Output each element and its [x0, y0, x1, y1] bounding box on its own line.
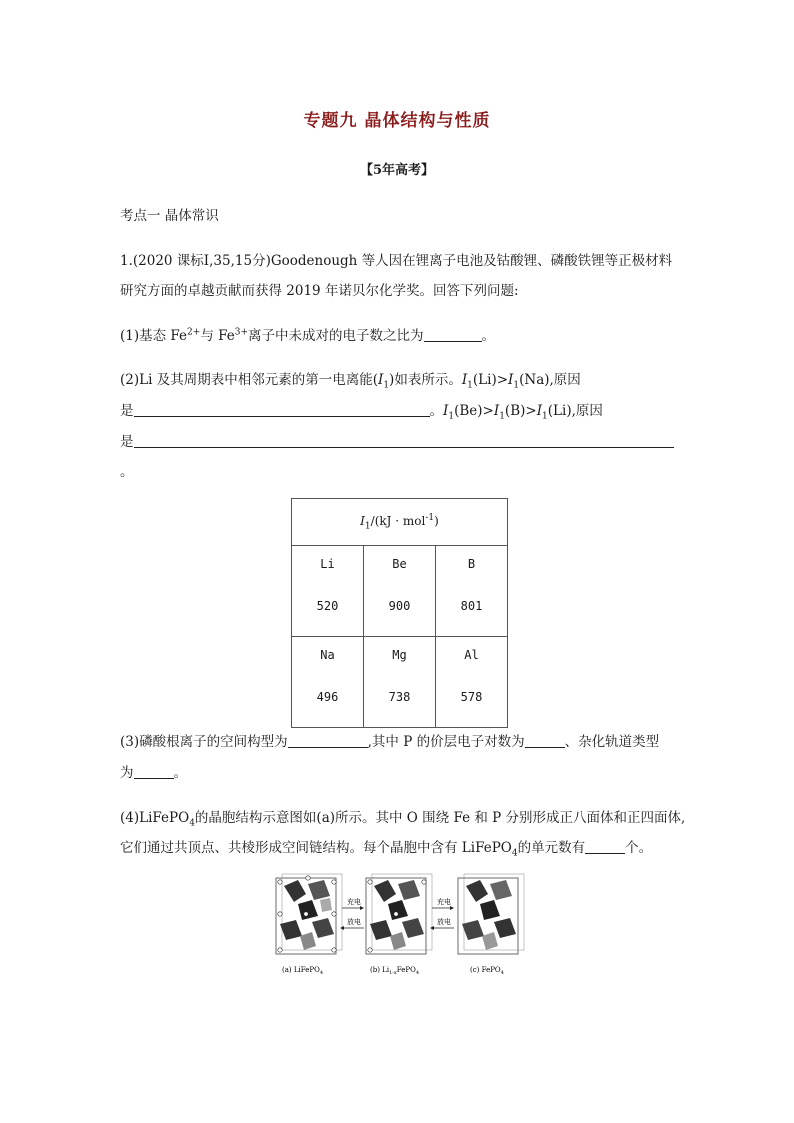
q1-part2-line2: 是 。$I_1(Be)>I_1(B)>I_1(Li)$,原因 — [120, 403, 603, 422]
table-cell: Mg 738 — [364, 637, 436, 728]
unit-cell-c — [458, 874, 524, 954]
caption-b: (b) $Li_{1-x}FePO_4$ — [370, 966, 420, 976]
answer-blank-2[interactable] — [134, 402, 430, 417]
charge-discharge-arrows-2 — [430, 897, 454, 930]
table-cell: B 801 — [436, 546, 508, 637]
q1-part2-line3: 是 — [120, 430, 674, 450]
unit-cell-b — [366, 874, 432, 954]
svg-text:放电: 放电 — [347, 918, 361, 926]
q1-part4-line2: 它们通过共顶点、共棱形成空间链结构。每个晶胞中含有 LiFePO$_4$的单元数有 个。 — [120, 840, 653, 859]
page-subtitle: 【5年高考】 — [359, 163, 435, 178]
q1-part2-end: 。 — [120, 464, 134, 480]
page-title: 专题九 晶体结构与性质 — [303, 111, 491, 131]
table-cell: Al 578 — [436, 637, 508, 728]
q1-part3-line2: 为 。 — [120, 765, 187, 781]
svg-text:充电: 充电 — [347, 898, 361, 906]
table-header: $I_1/(kJ \cdot mol^{-1})$ — [292, 499, 508, 546]
q1-part4-line1: (4)LiFePO$_4$的晶胞结构示意图如(a)所示。其中 O 围绕 Fe 和 P 分别形成正八面体和正四面体, — [120, 810, 686, 829]
ionization-energy-table — [291, 498, 508, 728]
answer-blank-4[interactable] — [288, 733, 368, 748]
table-cell: Na 496 — [292, 637, 364, 728]
answer-blank-7[interactable] — [585, 839, 625, 854]
answer-blank-3[interactable] — [134, 433, 674, 448]
q1-part1: (1)基态 $Fe^{2+}$与 $Fe^{3+}$离子中未成对的电子数之比为 。 — [120, 327, 496, 344]
table-row — [292, 637, 508, 728]
unit-cell-a — [276, 874, 342, 954]
q1-intro-line2: 研究方面的卓越贡献而获得 2019 年诺贝尔化学奖。回答下列问题: — [120, 283, 519, 299]
caption-c: (c) FePO$_4$ — [470, 966, 504, 976]
svg-text:充电: 充电 — [437, 898, 451, 906]
q1-part3-line1: (3)磷酸根离子的空间构型为 ,其中 P 的价层电子对数为 、杂化轨道类型 — [120, 734, 660, 750]
table-cell: Be 900 — [364, 546, 436, 637]
q1-part2-line1: (2)Li 及其周期表中相邻元素的第一电离能$(I_1)$如表所示。$I_1(Li)>I_1(Na)$,原因 — [120, 372, 581, 391]
table-row — [292, 546, 508, 637]
section-heading: 考点一 晶体常识 — [120, 208, 219, 224]
svg-text:放电: 放电 — [437, 918, 451, 926]
answer-blank-6[interactable] — [134, 764, 174, 779]
answer-blank-1[interactable] — [424, 327, 482, 342]
q1-intro-line1: 1.(2020 课标Ⅰ,35,15分)Goodenough 等人因在锂离子电池及钴酸锂、磷酸铁锂等正极材料 — [120, 253, 673, 269]
answer-blank-5[interactable] — [525, 733, 565, 748]
table-cell: Li 520 — [292, 546, 364, 637]
crystal-structure-figure — [272, 870, 527, 980]
charge-discharge-arrows-1 — [340, 897, 364, 930]
caption-a: (a) LiFePO$_4$ — [282, 966, 324, 976]
